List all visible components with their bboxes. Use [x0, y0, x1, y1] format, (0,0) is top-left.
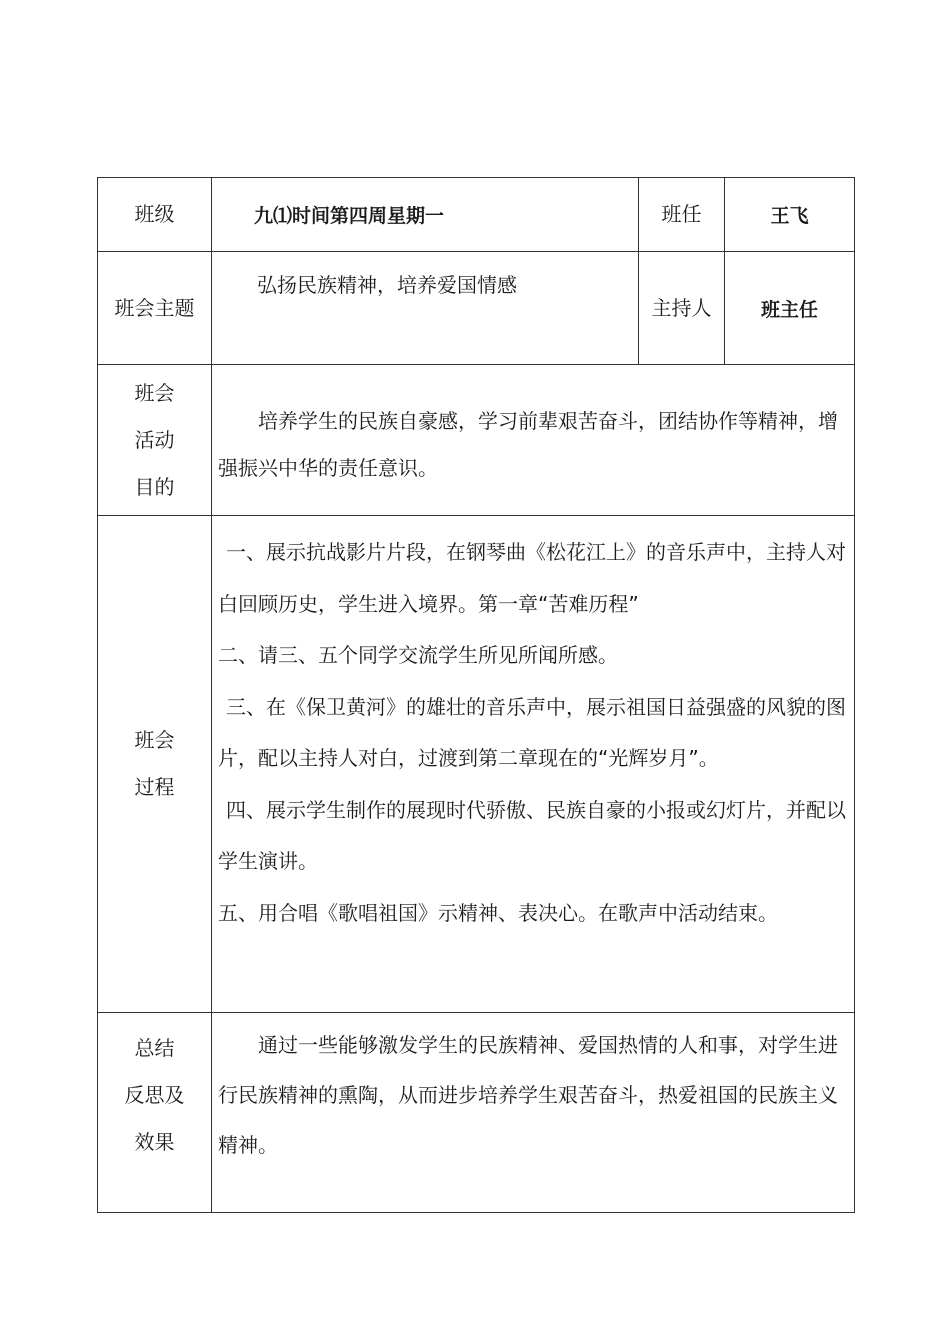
- row-theme: [98, 252, 855, 365]
- summary-text: 通过一些能够激发学生的民族精神、爱国热情的人和事，对学生进行民族精神的熏陶，从而进步培养学生艰苦奋斗，热爱祖国的民族主义精神。: [218, 1033, 838, 1157]
- process-item: 三、在《保卫黄河》的雄壮的音乐声中，展示祖国日益强盛的风貌的图片，配以主持人对白，过渡到第二章现在的“光辉岁月”。: [218, 694, 846, 770]
- class-meeting-form-table: [97, 177, 855, 1213]
- goal-text: 培养学生的民族自豪感，学习前辈艰苦奋斗，团结协作等精神，增强振兴中华的责任意识。: [218, 409, 838, 480]
- process-item: 一、展示抗战影片片段，在钢琴曲《松花江上》的音乐声中，主持人对白回顾历史，学生进入境界。第一章“苦难历程”: [218, 540, 846, 616]
- row-process: [98, 516, 855, 1013]
- row-goal: [98, 365, 855, 516]
- host-label: 主持人: [639, 252, 725, 365]
- teacher-label: 班任: [639, 178, 725, 252]
- class-time-value: 九⑴时间第四周星期一: [212, 178, 639, 252]
- process-label-line: 班会: [134, 728, 175, 752]
- process-item: 四、展示学生制作的展现时代骄傲、民族自豪的小报或幻灯片，并配以学生演讲。: [218, 797, 846, 873]
- theme-label: 班会主题: [98, 252, 212, 365]
- process-label-line: 过程: [134, 775, 175, 799]
- process-label: [98, 516, 212, 1013]
- row-class-info: [98, 178, 855, 252]
- process-item: 二、请三、五个同学交流学生所见所闻所感。: [218, 643, 618, 667]
- theme-value: 弘扬民族精神，培养爱国情感: [212, 252, 639, 365]
- teacher-value: 王飞: [725, 178, 855, 252]
- summary-label: [98, 1013, 212, 1213]
- process-item: 五、用合唱《歌唱祖国》示精神、表决心。在歌声中活动结束。: [218, 900, 778, 925]
- goal-label-line: 活动: [134, 427, 175, 452]
- process-text-cell: [212, 516, 855, 1013]
- summary-label-line: 反思及: [124, 1083, 185, 1107]
- host-value: 班主任: [725, 252, 855, 365]
- goal-text-cell: [212, 365, 855, 516]
- class-label: 班级: [98, 178, 212, 252]
- summary-label-line: 效果: [134, 1130, 175, 1154]
- row-summary: [98, 1013, 855, 1213]
- summary-label-line: 总结: [134, 1036, 175, 1060]
- goal-label: [98, 365, 212, 516]
- goal-label-line: 目的: [134, 474, 175, 499]
- goal-label-line: 班会: [134, 380, 175, 405]
- summary-text-cell: [212, 1013, 855, 1213]
